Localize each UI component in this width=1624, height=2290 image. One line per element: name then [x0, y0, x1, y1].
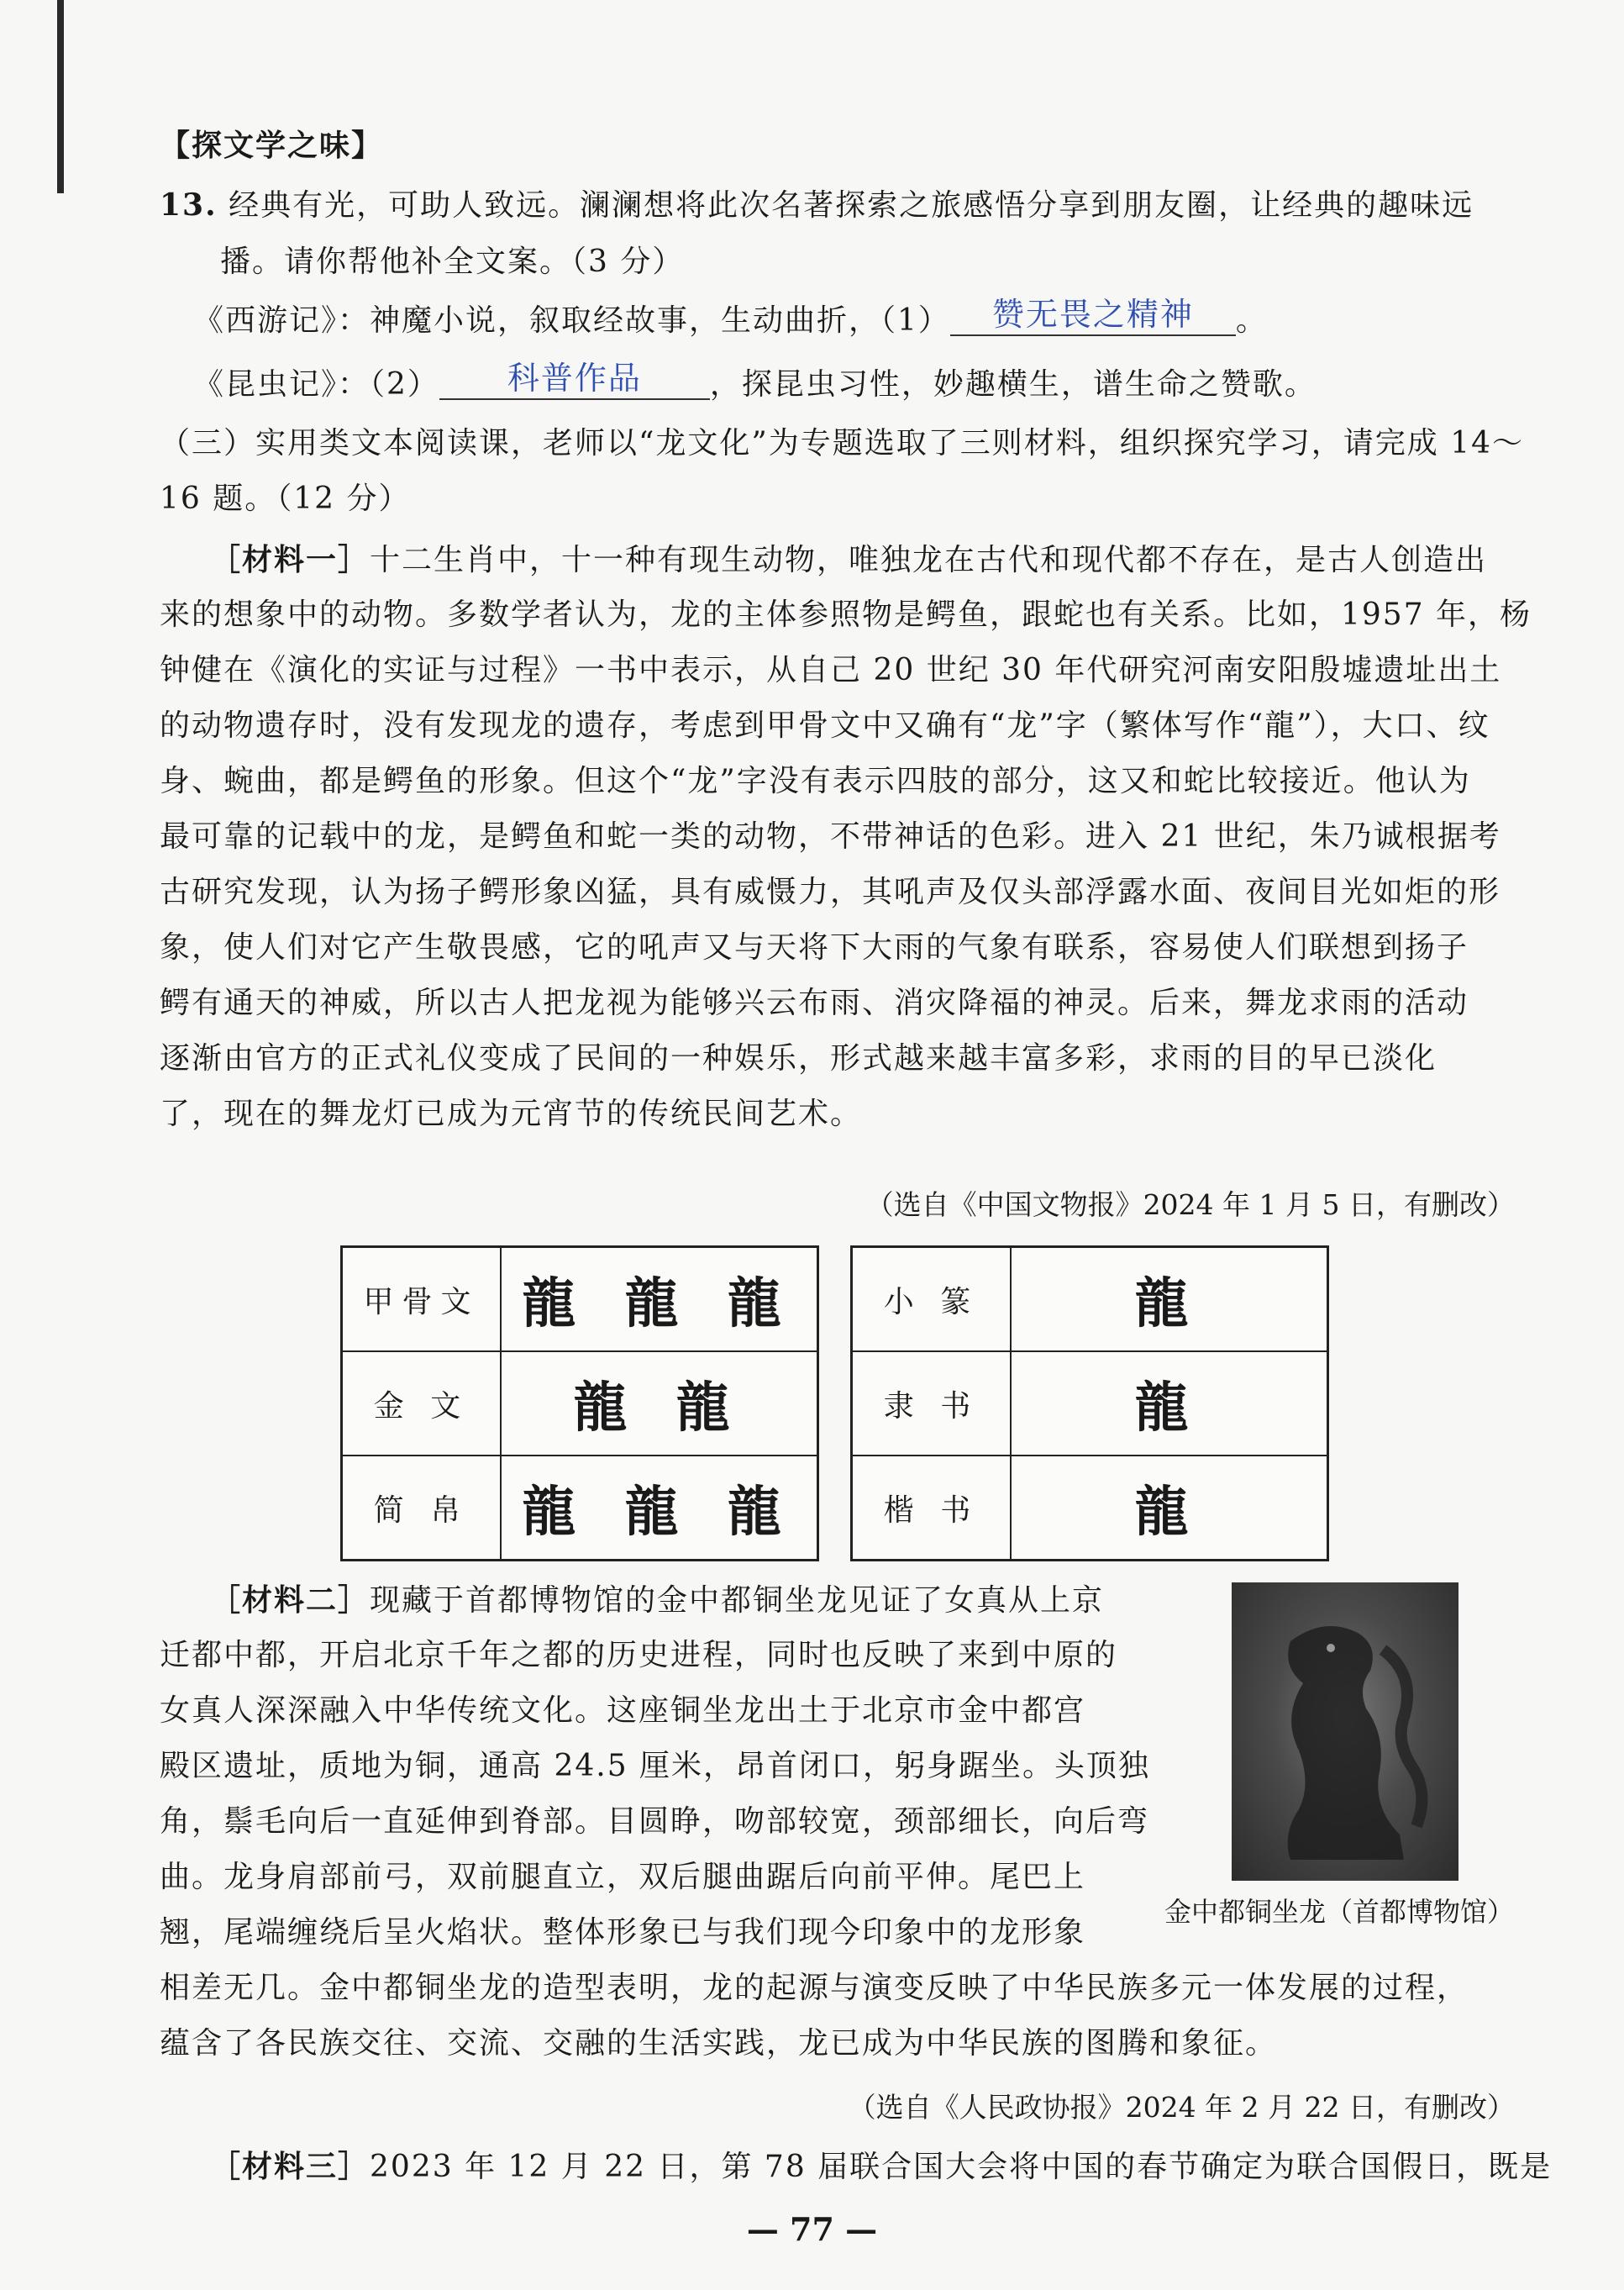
answer-blank-1[interactable]: 赞无畏之精神	[950, 294, 1236, 336]
material2-line: 迁都中都，开启北京千年之都的历史进程，同时也反映了来到中原的	[160, 1638, 1118, 1672]
material2-label: ［材料二］	[210, 1582, 371, 1618]
material1-line: 最可靠的记载中的龙，是鳄鱼和蛇一类的动物，不带神话的色彩。进入 21 世纪，朱乃诚根据考	[160, 819, 1501, 854]
part3-line1: （三）实用类文本阅读课，老师以“龙文化”为专题选取了三则材料，组织探究学习，请完成 14～	[160, 426, 1525, 461]
material1-line: 的动物遗存时，没有发现龙的遗存，考虑到甲骨文中又确有“龙”字（繁体写作“龍”），大口、纹	[160, 708, 1490, 743]
part3-line2: 16 题。（12 分）	[160, 482, 411, 516]
material2-first-text: 现藏于首都博物馆的金中都铜坐龙见证了女真从上京	[370, 1583, 1105, 1618]
script-table-left	[340, 1245, 819, 1561]
question-number: 13.	[160, 187, 218, 223]
material3-first-text: 2023 年 12 月 22 日，第 78 届联合国大会将中国的春节确定为联合国假日，既是	[370, 2150, 1553, 2184]
question-13-line1	[160, 183, 1514, 228]
kunchong-line	[193, 360, 1548, 407]
material1-line: 象，使人们对它产生敬畏感，它的吼声又与天将下大雨的气象有联系，容易使人们联想到扬子	[160, 930, 1469, 965]
table-row	[852, 1247, 1328, 1352]
material1-first-line	[210, 538, 1514, 582]
material2-first-line	[210, 1578, 1151, 1623]
script-label: 甲骨文	[342, 1247, 502, 1352]
table-row	[342, 1247, 818, 1352]
script-table-right	[850, 1245, 1329, 1561]
material1-line: 古研究发现，认为扬子鳄形象凶猛，具有威慑力，其吼声及仅头部浮露水面、夜间目光如炬的形	[160, 875, 1501, 909]
script-label: 楷 书	[852, 1456, 1012, 1561]
material1-line: 来的想象中的动物。多数学者认为，龙的主体参照物是鳄鱼，跟蛇也有关系。比如，1957 年，杨	[160, 598, 1532, 632]
script-glyphs: 龍 龍	[501, 1351, 818, 1456]
material2-line: 翘，尾端缠绕后呈火焰状。整体形象已与我们现今印象中的龙形象	[160, 1915, 1086, 1950]
material1-line: 钟健在《演化的实证与过程》一书中表示，从自己 20 世纪 30 年代研究河南安阳殷墟遗址出土	[160, 653, 1502, 687]
material2-line: 殿区遗址，质地为铜，通高 24.5 厘米，昂首闭口，躬身踞坐。头顶独	[160, 1749, 1151, 1783]
table-row	[852, 1351, 1328, 1456]
script-glyphs: 龍	[1011, 1456, 1328, 1561]
photo-caption: 金中都铜坐龙（首都博物馆）	[1164, 1896, 1515, 1928]
script-glyphs: 龍	[1011, 1351, 1328, 1456]
script-glyphs: 龍	[1011, 1247, 1328, 1352]
material2-line: 女真人深深融入中华传统文化。这座铜坐龙出土于北京市金中都宫	[160, 1693, 1086, 1728]
script-label: 隶 书	[852, 1351, 1012, 1456]
xiyouji-text: 《西游记》：神魔小说，叙取经故事，生动曲折，（1）	[193, 303, 950, 338]
script-label: 简 帛	[342, 1456, 502, 1561]
material1-first-text: 十二生肖中，十一种有现生动物，唯独龙在古代和现代都不存在，是古人创造出	[370, 543, 1488, 577]
material1-source: （选自《中国文物报》2024 年 1 月 5 日，有删改）	[865, 1188, 1515, 1221]
answer-blank-2[interactable]: 科普作品	[439, 358, 710, 400]
dragon-silhouette-icon	[1232, 1582, 1458, 1881]
question-13-text: 经典有光，可助人致远。澜澜想将此次名著探索之旅感悟分享到朋友圈，让经典的趣味远	[229, 188, 1474, 223]
material1-label: ［材料一］	[210, 542, 371, 577]
material2-line: 角，鬃毛向后一直延伸到脊部。目圆睁，吻部较宽，颈部细长，向后弯	[160, 1804, 1150, 1839]
material3-label: ［材料三］	[210, 2149, 371, 2184]
kunchong-suffix: ，探昆虫习性，妙趣横生，谱生命之赞歌。	[709, 367, 1317, 402]
question-13-line2: 播。请你帮他补全文案。（3 分）	[220, 245, 685, 279]
material2-source: （选自《人民政协报》2024 年 2 月 22 日，有删改）	[848, 2091, 1515, 2124]
xiyouji-line	[193, 296, 1548, 343]
table-row	[852, 1456, 1328, 1561]
material2-line: 蕴含了各民族交往、交流、交融的生活实践，龙已成为中华民族的图腾和象征。	[160, 2026, 1278, 2061]
material2-line: 曲。龙身肩部前弓，双前腿直立，双后腿曲踞后向前平伸。尾巴上	[160, 1860, 1086, 1894]
bronze-dragon-photo	[1232, 1582, 1458, 1881]
material2-line: 相差无几。金中都铜坐龙的造型表明，龙的起源与演变反映了中华民族多元一体发展的过程，	[160, 1971, 1469, 2005]
material1-line: 了，现在的舞龙灯已成为元宵节的传统民间艺术。	[160, 1097, 863, 1131]
table-row	[342, 1351, 818, 1456]
material1-line: 身、蜿曲，都是鳄鱼的形象。但这个“龙”字没有表示四肢的部分，这又和蛇比较接近。他认为	[160, 764, 1471, 798]
section-title: 【探文学之味】	[160, 129, 384, 163]
material1-line: 鳄有通天的神威，所以古人把龙视为能够兴云布雨、消灾降福的神灵。后来，舞龙求雨的活动	[160, 986, 1469, 1020]
script-label: 金 文	[342, 1351, 502, 1456]
material3-first-line	[210, 2145, 1553, 2189]
xiyouji-end: 。	[1235, 303, 1268, 338]
script-glyphs: 龍 龍 龍	[501, 1247, 818, 1352]
material1-line: 逐渐由官方的正式礼仪变成了民间的一种娱乐，形式越来越丰富多彩，求雨的目的早已淡化	[160, 1041, 1437, 1076]
script-label: 小 篆	[852, 1247, 1012, 1352]
kunchong-prefix: 《昆虫记》：（2）	[193, 367, 439, 402]
page-number: — 77 —	[746, 2210, 878, 2248]
table-row	[342, 1456, 818, 1561]
script-glyphs: 龍 龍 龍	[501, 1456, 818, 1561]
